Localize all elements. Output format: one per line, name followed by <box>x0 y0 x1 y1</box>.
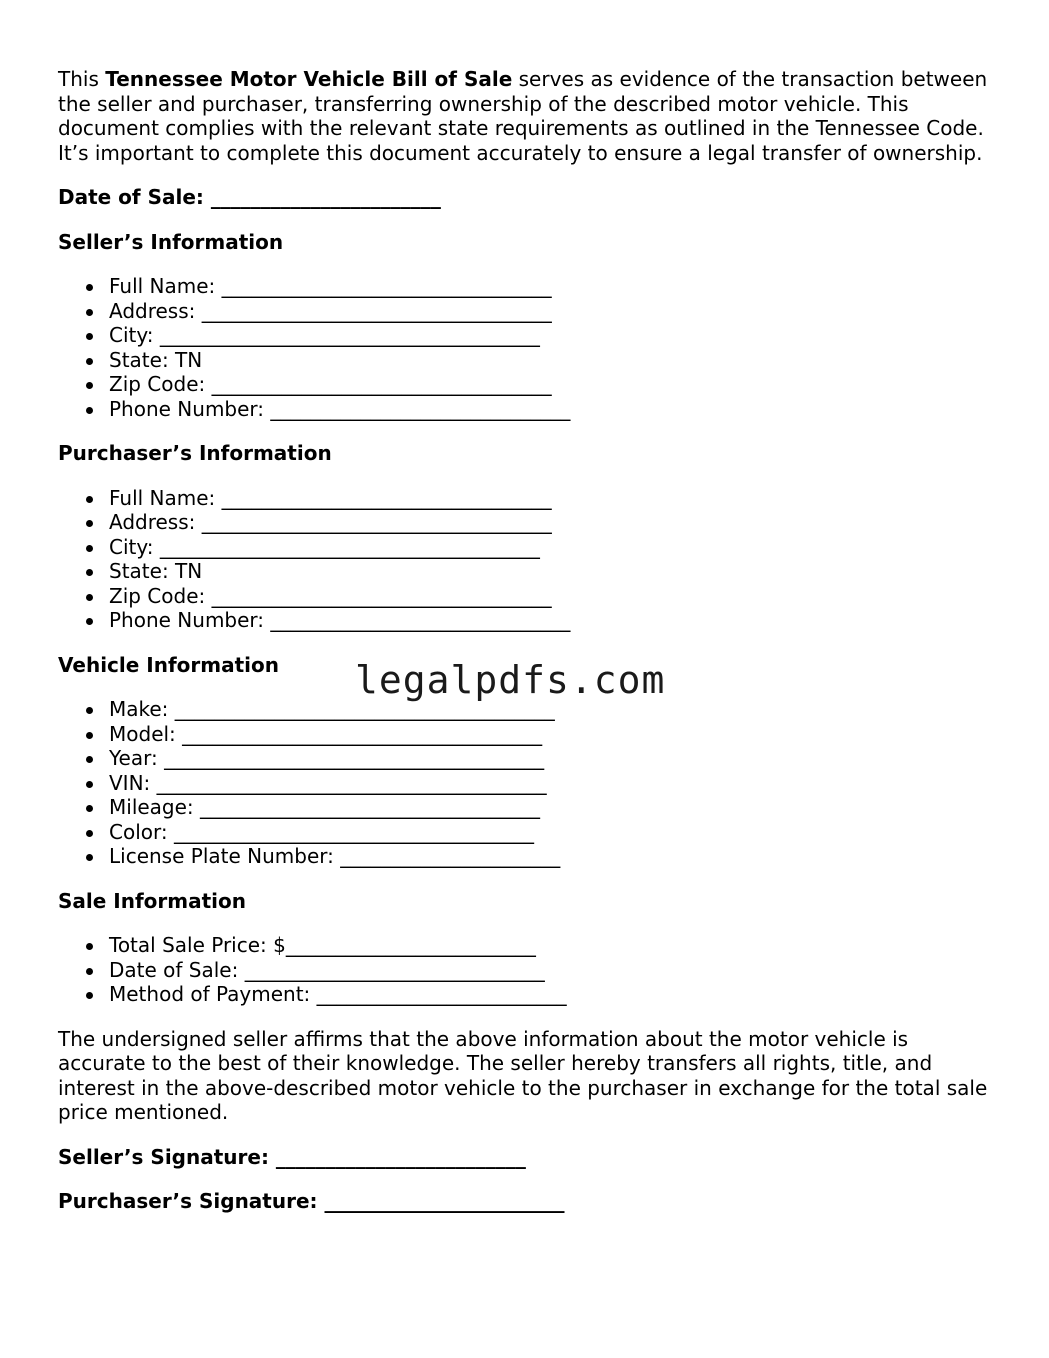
purchaser-state-field: State: TN <box>109 559 998 584</box>
purchaser-zip-field[interactable]: Zip Code: __________________________________ <box>109 584 998 609</box>
seller-state-field: State: TN <box>109 348 998 373</box>
vehicle-section-title: Vehicle Information <box>58 652 279 677</box>
date-of-sale-field[interactable]: Date of Sale: _______________________ <box>58 185 441 209</box>
purchaser-phone-field[interactable]: Phone Number: ______________________________ <box>109 608 998 633</box>
purchaser-address-field[interactable]: Address: ___________________________________ <box>109 510 998 535</box>
document-body <box>58 67 998 1234</box>
sale-section-title: Sale Information <box>58 888 246 913</box>
seller-zip-field[interactable]: Zip Code: __________________________________ <box>109 372 998 397</box>
vehicle-license-plate-field[interactable]: License Plate Number: ______________________ <box>109 844 998 869</box>
vehicle-make-field[interactable]: Make: ______________________________________ <box>109 697 998 722</box>
purchaser-city-field[interactable]: City: ______________________________________ <box>109 535 998 560</box>
seller-city-field[interactable]: City: ______________________________________ <box>109 323 998 348</box>
vehicle-vin-field[interactable]: VIN: _______________________________________ <box>109 771 998 796</box>
seller-field-list <box>58 274 998 421</box>
vehicle-year-field[interactable]: Year: ______________________________________ <box>109 746 998 771</box>
intro-document-title: Tennessee Motor Vehicle Bill of Sale <box>105 67 513 91</box>
purchaser-full-name-field[interactable]: Full Name: _________________________________ <box>109 486 998 511</box>
vehicle-mileage-field[interactable]: Mileage: __________________________________ <box>109 795 998 820</box>
purchaser-field-list <box>58 486 998 633</box>
intro-post: serves as evidence of the transaction between the seller and purchaser, transferring ownership of the described motor vehicle. This document complies with the relevant state requirements as outlined in the Tennessee Code. It’s important to complete this document accurately to ensure a legal transfer of ownership. <box>58 67 988 165</box>
sale-date-field[interactable]: Date of Sale: ______________________________ <box>109 958 998 983</box>
sale-field-list <box>58 933 998 1007</box>
seller-signature-field[interactable]: Seller’s Signature: _________________________ <box>58 1144 526 1169</box>
vehicle-field-list <box>58 697 998 869</box>
intro-pre: This <box>58 67 106 91</box>
vehicle-model-field[interactable]: Model: ____________________________________ <box>109 722 998 747</box>
seller-address-field[interactable]: Address: ___________________________________ <box>109 299 998 324</box>
seller-section-title: Seller’s Information <box>58 229 284 254</box>
seller-full-name-field[interactable]: Full Name: _________________________________ <box>109 274 998 299</box>
closing-paragraph: The undersigned seller affirms that the above information about the motor vehicle is accurate to the best of their knowledge. The seller hereby transfers all rights, title, and interest in the above-described motor vehicle to the purchaser in exchange for the total sale price mentioned. <box>58 1026 988 1124</box>
sale-total-price-field[interactable]: Total Sale Price: $_________________________ <box>109 933 998 958</box>
vehicle-color-field[interactable]: Color: ____________________________________ <box>109 820 998 845</box>
intro-paragraph <box>58 67 998 165</box>
watermark: legalpdfs.com <box>355 658 666 702</box>
seller-phone-field[interactable]: Phone Number: ______________________________ <box>109 397 998 422</box>
sale-payment-method-field[interactable]: Method of Payment: _________________________ <box>109 982 998 1007</box>
purchaser-section-title: Purchaser’s Information <box>58 441 332 465</box>
purchaser-signature-field[interactable]: Purchaser’s Signature: ________________________ <box>58 1189 565 1213</box>
